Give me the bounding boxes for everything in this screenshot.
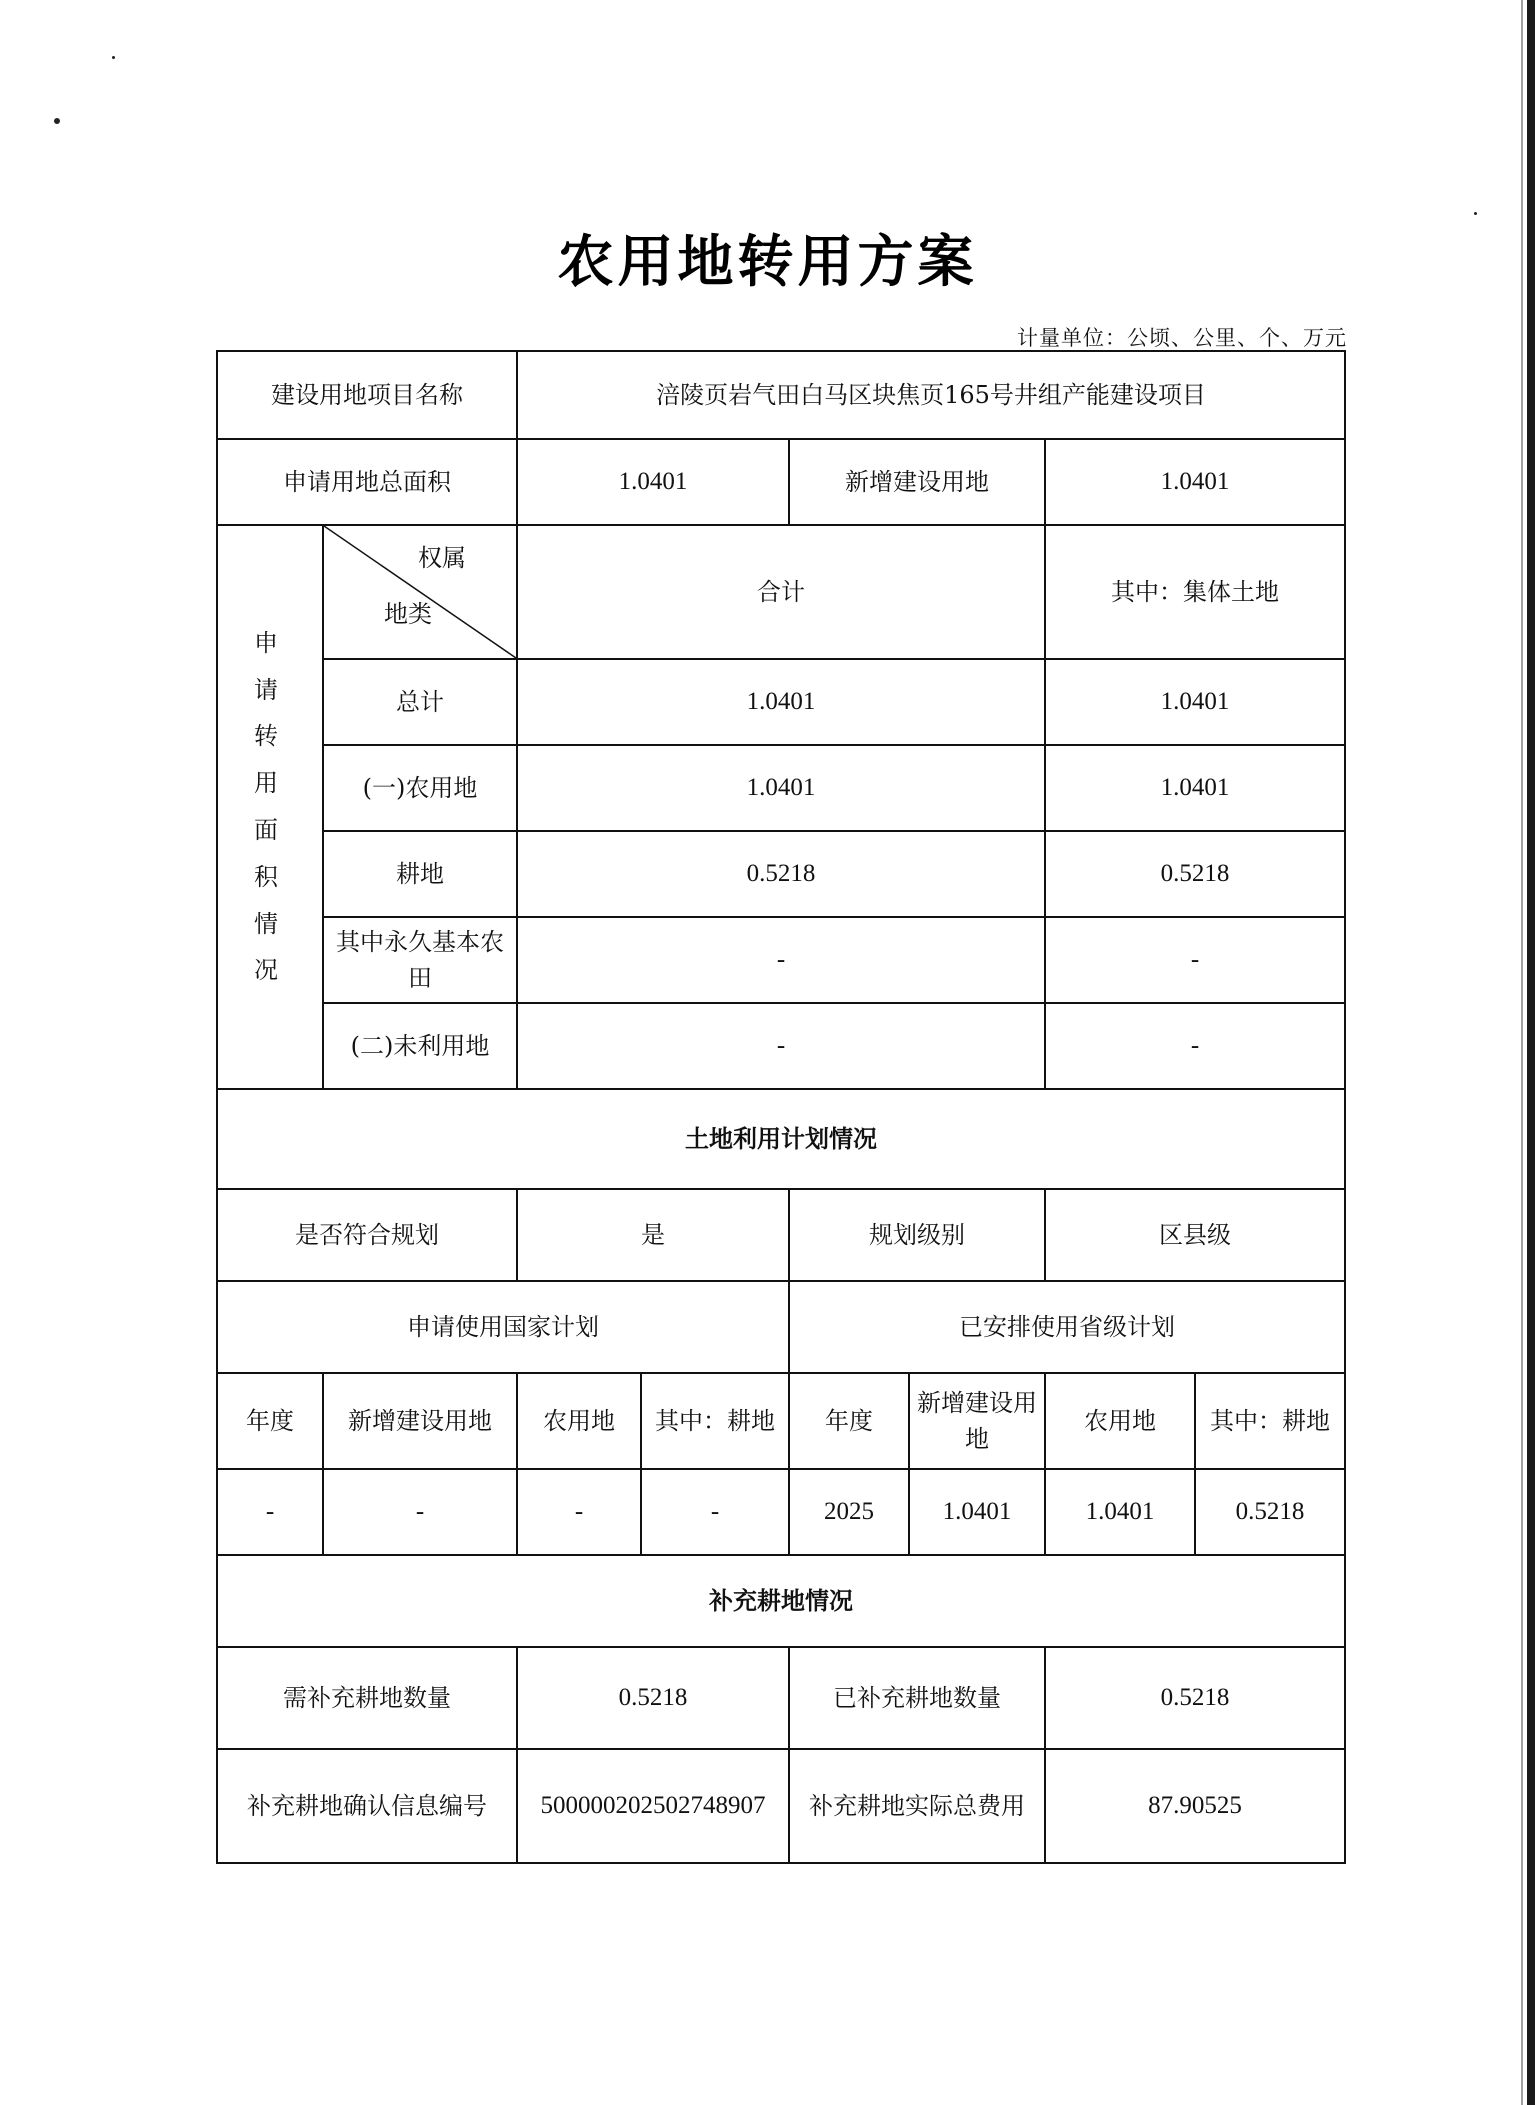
done-supplement-label: 已补充耕地数量 — [789, 1647, 1045, 1749]
page-title: 农用地转用方案 — [557, 230, 978, 295]
provincial-header: 新增建设用地 — [909, 1373, 1045, 1469]
conversion-plan-table — [216, 350, 1346, 1864]
row-total-value: 1.0401 — [517, 659, 1045, 745]
header-ownership: 权属 — [418, 544, 466, 572]
row-label: 其中永久基本农田 — [323, 917, 517, 1003]
done-supplement-value: 0.5218 — [1045, 1647, 1345, 1749]
level-label: 规划级别 — [789, 1189, 1045, 1281]
provincial-value: 0.5218 — [1195, 1469, 1345, 1555]
national-value: - — [517, 1469, 641, 1555]
header-total: 合计 — [517, 525, 1045, 659]
actual-cost-label: 补充耕地实际总费用 — [789, 1749, 1045, 1863]
unit-note: 计量单位：公顷、公里、个、万元 — [1017, 326, 1347, 350]
provincial-header: 年度 — [789, 1373, 909, 1469]
provincial-value: 2025 — [789, 1469, 909, 1555]
national-header: 新增建设用地 — [323, 1373, 517, 1469]
project-name-label: 建设用地项目名称 — [217, 351, 517, 439]
row-label: (一)农用地 — [323, 745, 517, 831]
header-landtype: 地类 — [384, 600, 432, 628]
new-construction-value: 1.0401 — [1045, 439, 1345, 525]
confirmation-id-value: 500000202502748907 — [517, 1749, 789, 1863]
row-label: 耕地 — [323, 831, 517, 917]
row-collective-value: 1.0401 — [1045, 745, 1345, 831]
provincial-value: 1.0401 — [909, 1469, 1045, 1555]
provincial-value: 1.0401 — [1045, 1469, 1195, 1555]
national-value: - — [323, 1469, 517, 1555]
confirmation-id-label: 补充耕地确认信息编号 — [217, 1749, 517, 1863]
need-supplement-value: 0.5218 — [517, 1647, 789, 1749]
conversion-side-text: 申请转用面积情况 — [254, 628, 286, 985]
row-label: 总计 — [323, 659, 517, 745]
row-label: (二)未利用地 — [323, 1003, 517, 1089]
scan-edge-line — [1521, 0, 1523, 2105]
row-collective-value: - — [1045, 917, 1345, 1003]
header-collective: 其中：集体土地 — [1045, 525, 1345, 659]
scan-speck — [112, 56, 115, 59]
row-total-value: - — [517, 1003, 1045, 1089]
scan-edge — [1527, 0, 1535, 2105]
plan-section-title: 土地利用计划情况 — [217, 1089, 1345, 1189]
level-value: 区县级 — [1045, 1189, 1345, 1281]
need-supplement-label: 需补充耕地数量 — [217, 1647, 517, 1749]
national-plan-title: 申请使用国家计划 — [217, 1281, 789, 1373]
row-total-value: 1.0401 — [517, 745, 1045, 831]
scan-speck — [54, 118, 60, 124]
new-construction-label: 新增建设用地 — [789, 439, 1045, 525]
actual-cost-value: 87.90525 — [1045, 1749, 1345, 1863]
row-collective-value: 0.5218 — [1045, 831, 1345, 917]
row-collective-value: - — [1045, 1003, 1345, 1089]
national-value: - — [217, 1469, 323, 1555]
scan-speck — [1474, 212, 1477, 215]
total-area-value: 1.0401 — [517, 439, 789, 525]
project-name-value: 涪陵页岩气田白马区块焦页165号井组产能建设项目 — [517, 351, 1345, 439]
row-total-value: 0.5218 — [517, 831, 1045, 917]
comply-value: 是 — [517, 1189, 789, 1281]
provincial-header: 其中：耕地 — [1195, 1373, 1345, 1469]
row-total-value: - — [517, 917, 1045, 1003]
supplement-section-title: 补充耕地情况 — [217, 1555, 1345, 1647]
total-area-label: 申请用地总面积 — [217, 439, 517, 525]
row-collective-value: 1.0401 — [1045, 659, 1345, 745]
provincial-plan-title: 已安排使用省级计划 — [789, 1281, 1345, 1373]
conversion-side-label — [217, 525, 323, 1089]
national-header: 年度 — [217, 1373, 323, 1469]
national-value: - — [641, 1469, 789, 1555]
comply-label: 是否符合规划 — [217, 1189, 517, 1281]
diagonal-header-cell — [323, 525, 517, 659]
national-header: 其中：耕地 — [641, 1373, 789, 1469]
national-header: 农用地 — [517, 1373, 641, 1469]
provincial-header: 农用地 — [1045, 1373, 1195, 1469]
